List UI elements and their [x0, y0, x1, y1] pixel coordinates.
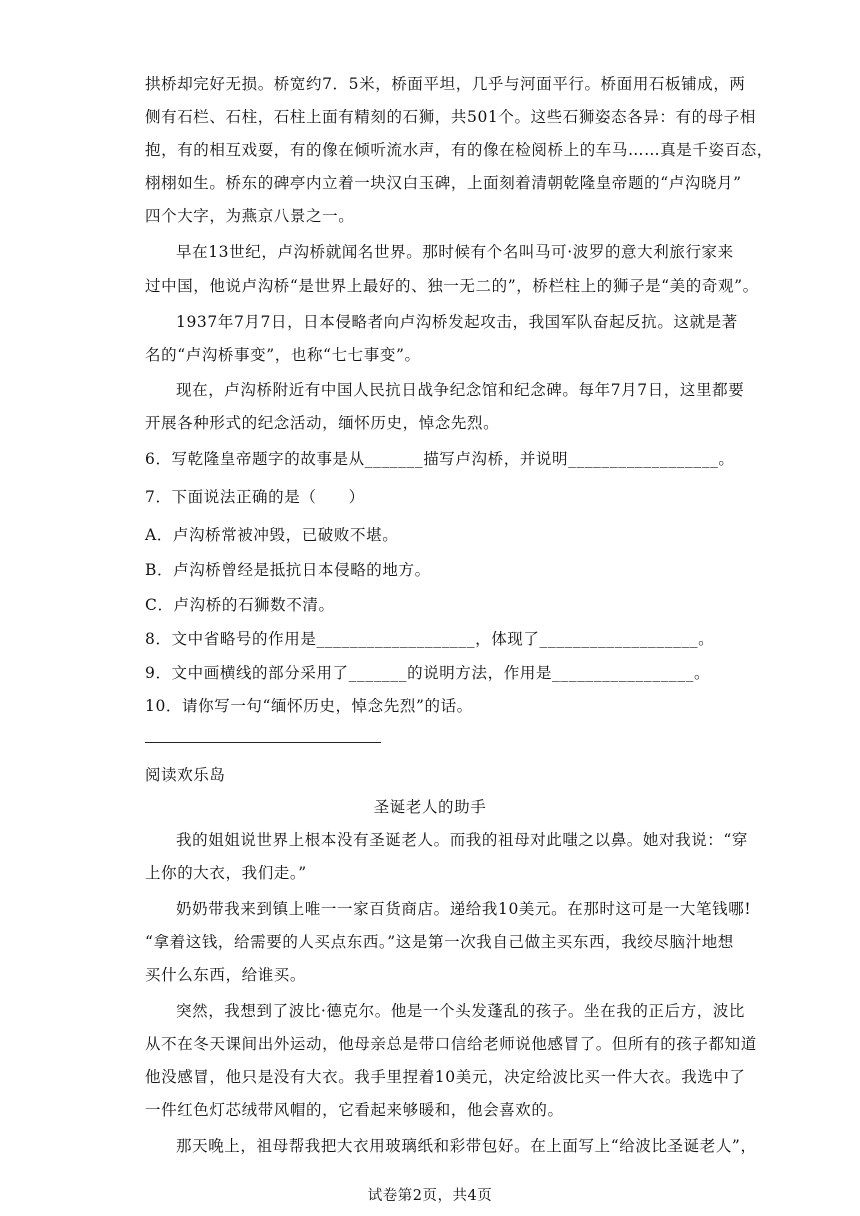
story-title: 圣诞老人的助手: [373, 798, 487, 816]
question-6: 6．写乾隆皇帝题字的故事是从_______描写卢沟桥，并说明__________________。: [145, 450, 735, 468]
passage-line: 名的“卢沟桥事变”，也称“七七事变”。: [145, 346, 421, 364]
story-line: “拿着这钱，给需要的人买点东西。”这是第一次我自己做主买东西，我绞尽脑汁地想: [145, 933, 734, 951]
passage-line: 侧有石栏、石柱，石柱上面有精刻的石狮，共501个。这些石狮姿态各异：有的母子相: [145, 108, 756, 126]
story-line: 我的姐姐说世界上根本没有圣诞老人。而我的祖母对此嗤之以鼻。她对我说：“穿: [176, 831, 749, 849]
section-heading: 阅读欢乐岛: [145, 766, 226, 784]
passage-line: 栩栩如生。桥东的碑亭内立着一块汉白玉碑，上面刻着清朝乾隆皇帝题的“卢沟晓月”: [145, 174, 742, 192]
passage-line: 拱桥却完好无损。桥宽约7．5米，桥面平坦，几乎与河面平行。桥面用石板铺成，两: [145, 75, 746, 93]
passage-line: 1937年7月7日，日本侵略者向卢沟桥发起攻击，我国军队奋起反抗。这就是著: [176, 313, 738, 331]
answer-line: [145, 742, 381, 743]
option-b: B．卢沟桥曾经是抵抗日本侵略的地方。: [145, 561, 431, 579]
story-line: 从不在冬天课间出外运动，他母亲总是带口信给老师说他感冒了。但所有的孩子都知道: [145, 1035, 757, 1053]
passage-line: 现在，卢沟桥附近有中国人民抗日战争纪念馆和纪念碑。每年7月7日，这里都要: [176, 381, 745, 399]
option-c: C．卢沟桥的石狮数不清。: [145, 596, 335, 614]
page-footer: 试卷第2页，共4页: [367, 1188, 493, 1204]
question-8: 8．文中省略号的作用是___________________，体现了___________________。: [145, 630, 715, 648]
passage-line: 抱，有的相互戏耍，有的像在倾听流水声，有的像在检阅桥上的车马……真是千姿百态，: [145, 141, 773, 159]
story-line: 奶奶带我来到镇上唯一一家百货商店。递给我10美元。在那时这可是一大笔钱哪!: [176, 900, 752, 918]
passage-line: 早在13世纪，卢沟桥就闻名世界。那时候有个名叫马可·波罗的意大利旅行家来: [176, 243, 734, 261]
passage-line: 过中国，他说卢沟桥“是世界上最好的、独一无二的”，桥栏柱上的狮子是“美的奇观”。: [145, 277, 759, 295]
story-line: 那天晚上，祖母帮我把大衣用玻璃纸和彩带包好。在上面写上“给波比圣诞老人”，: [176, 1137, 757, 1155]
story-line: 上你的大衣，我们走。”: [145, 864, 307, 882]
question-7: 7．下面说法正确的是（ ）: [145, 488, 365, 506]
question-10: 10．请你写一句“缅怀历史，悼念先烈”的话。: [145, 697, 473, 715]
passage-line: 四个大字，为燕京八景之一。: [145, 207, 355, 225]
story-line: 他没感冒，他只是没有大衣。我手里捏着10美元，决定给波比买一件大衣。我选中了: [145, 1068, 746, 1086]
question-9: 9．文中画横线的部分采用了_______的说明方法，作用是_________________。: [145, 664, 711, 682]
story-line: 买什么东西，给谁买。: [145, 966, 307, 984]
story-line: 一件红色灯芯绒带风帽的，它看起来够暖和，他会喜欢的。: [145, 1101, 564, 1119]
passage-line: 开展各种形式的纪念活动，缅怀历史，悼念先烈。: [145, 414, 500, 432]
story-line: 突然，我想到了波比·德克尔。他是一个头发蓬乱的孩子。坐在我的正后方，波比: [176, 1002, 746, 1020]
option-a: A．卢沟桥常被冲毁，已破败不堪。: [145, 526, 399, 544]
